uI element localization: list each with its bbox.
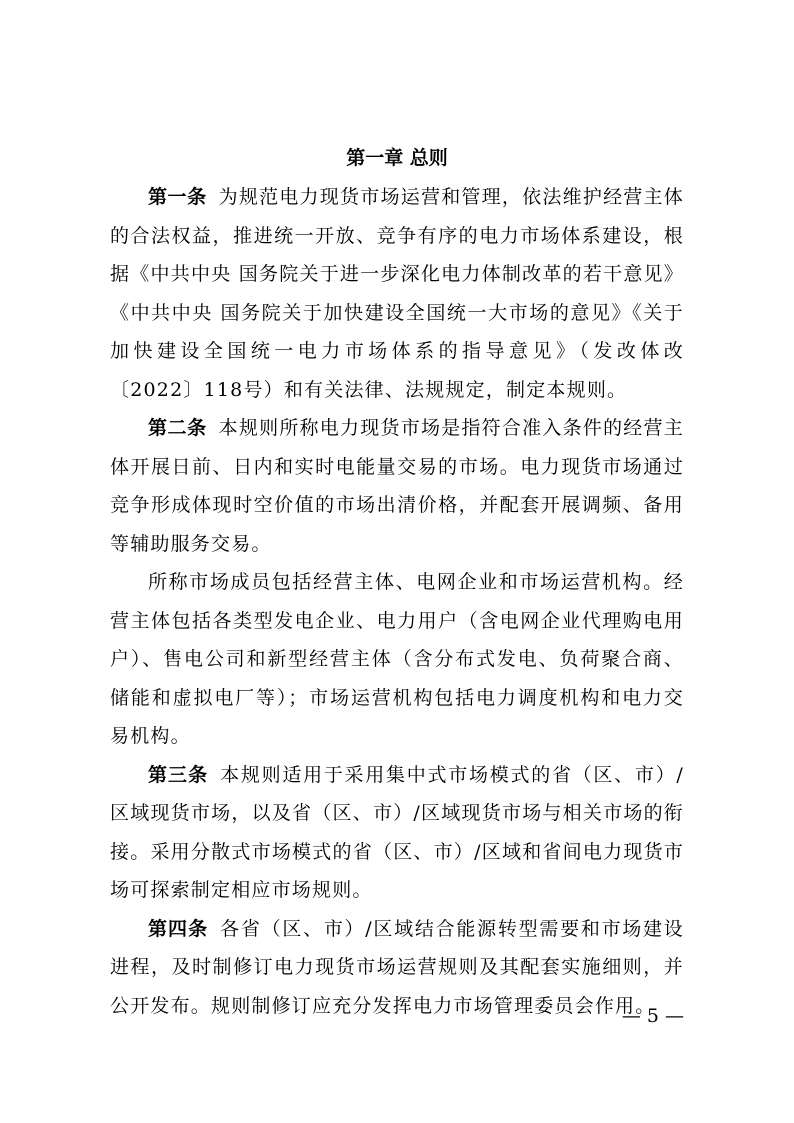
article-paragraph [110, 910, 684, 1026]
article-text: 本规则所称电力现货市场是指符合准入条件的经营主体开展日前、日内和实时电能量交易的市场。电力现货市场通过竞争形成体现时空价值的市场出清价格，并配套开展调频、备用等辅助服务交易。 [110, 417, 684, 555]
page-body [110, 140, 684, 1025]
chapter-title: 第一章 总则 [346, 147, 448, 169]
article-label: 第一条 [148, 186, 207, 208]
article-paragraph [110, 563, 684, 756]
article-paragraph [110, 409, 684, 563]
article-text: 为规范电力现货市场运营和管理，依法维护经营主体的合法权益，推进统一开放、竞争有序的电力市场体系建设，根据《中共中央 国务院关于进一步深化电力体制改革的若干意见》《中共中央 国务院关于加快建设全国统一大市场的意见》《关于加快建设全国统一电力市场体系的指导意见》（发改体改〔2022〕118号）和有关法律、法规规定，制定本规则。 [110, 186, 684, 401]
article-label: 第二条 [148, 417, 207, 439]
article-label: 第三条 [148, 763, 209, 786]
article-text: 各省（区、市）/区域结合能源转型需要和市场建设进程，及时制修订电力现货市场运营规则及其配套实施细则，并公开发布。规则制修订应充分发挥电力市场管理委员会作用。 [110, 917, 684, 1017]
article-text: 本规则适用于采用集中式市场模式的省（区、市）/区域现货市场，以及省（区、市）/区域现货市场与相关市场的衔接。采用分散式市场模式的省（区、市）/区域和省间电力现货市场可探索制定相应市场规则。 [110, 763, 684, 901]
article-paragraph [110, 178, 684, 409]
page-number: — 5 — [621, 1005, 684, 1027]
article-label: 第四条 [148, 917, 209, 940]
article-text: 所称市场成员包括经营主体、电网企业和市场运营机构。经营主体包括各类型发电企业、电力用户（含电网企业代理购电用户）、售电公司和新型经营主体（含分布式发电、负荷聚合商、储能和虚拟电厂等）；市场运营机构包括电力调度机构和电力交易机构。 [110, 571, 684, 747]
article-paragraph [110, 756, 684, 910]
